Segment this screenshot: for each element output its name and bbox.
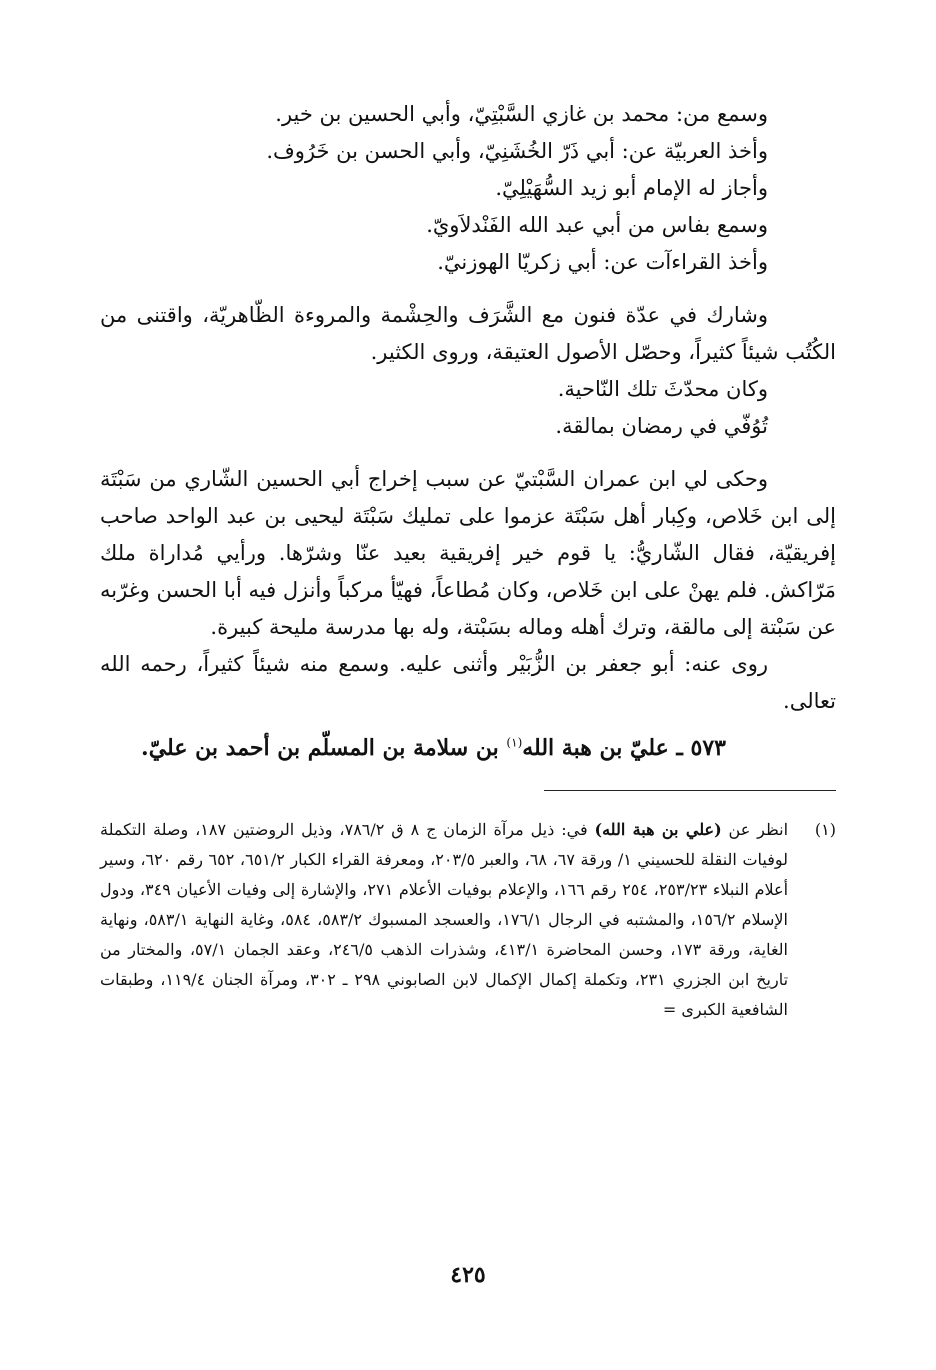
- footnote-text: [100, 815, 788, 1025]
- footnote-subject: (علي بن هبة الله): [594, 820, 722, 839]
- narration-lines-2: [100, 371, 836, 445]
- footnote: [100, 815, 836, 1025]
- text-line: وسمع من: محمد بن غازي السَّبْتِيّ، وأبي الحسين بن خير.: [275, 102, 768, 126]
- text-line: تُوُفّي في رمضان بمالقة.: [555, 414, 768, 438]
- paragraph: وشارك في عدّة فنون مع الشَّرَف والحِشْمة والمروءة الظّاهريّة، واقتنى من الكُتُب شيئاً كثيراً، وحصّل الأصول العتيقة، وروى الكثير.: [100, 303, 836, 364]
- spacer: [100, 445, 836, 461]
- footnote-marker: (١): [814, 820, 836, 839]
- page-body: [100, 96, 836, 1025]
- footnote-reference: (١): [506, 735, 523, 750]
- text-line: وأخذ العربيّة عن: أبي ذَرّ الخُشَنِيّ، وأبي الحسن بن خَرُوف.: [266, 139, 768, 163]
- text-line: وأخذ القراءآت عن: أبي زكريّا الهوزنيّ.: [437, 250, 768, 274]
- page-number: ٤٢٥: [450, 1262, 486, 1288]
- entry-heading: [100, 728, 836, 768]
- text-line: وسمع بفاس من أبي عبد الله الفَنْدلاَويّ.: [426, 213, 768, 237]
- entry-heading-main: ٥٧٣ ـ عليّ بن هبة الله: [522, 735, 726, 761]
- paragraph: روى عنه: أبو جعفر بن الزُّبَيْر وأثنى عليه. وسمع منه شيئاً كثيراً، رحمه الله تعالى.: [100, 652, 836, 713]
- text-line: وكان محدّثَ تلك النّاحية.: [557, 377, 768, 401]
- footnote-separator: [544, 790, 836, 791]
- paragraph: وحكى لي ابن عمران السَّبْتيّ عن سبب إخراج أبي الحسين الشّاري من سَبْتَة إلى ابن خَلاص، وكِبار أهل سَبْتَة عزموا على تمليك سَبْتَة ليحيى بن عبد الواحد صاحب إفريقيّة، فقال الشّاريُّ: يا قوم خير إفريقية بعيد عنّا وشرّها. ورأيي مُداراة ملك مَرّاكش. فلم يهنْ على ابن خَلاص، وكان مُطاعاً، فهيّأ مركباً وأنزل فيه أبا الحسن وغرّبه عن سَبْتة إلى مالقة، وترك أهله وماله بسَبْتة، وله بها مدرسة مليحة كبيرة.: [100, 467, 836, 639]
- footnote-sources: في: ذيل مرآة الزمان ج ٨ ق ٧٨٦/٢، وذيل الروضتين ١٨٧، وصلة التكملة لوفيات النقلة للحسيني ١/ ورقة ٦٧، ٦٨، والعبر ٢٠٣/٥، ومعرفة القراء الكبار ٦٥١/٢، ٦٥٢ رقم ٦٢٠، وسير أعلام النبلاء ٢٥٣/٢٣، ٢٥٤ رقم ١٦٦، والإعلام بوفيات الأعلام ٢٧١، والإشارة إلى وفيات الأعيان ٣٤٩، ودول الإسلام ١٥٦/٢، والمشتبه في الرجال ١٧٦/١، والعسجد المسبوك ٥٨٣/٢، ٥٨٤، وغاية النهاية ٥٨٣/١، ونهاية الغاية، ورقة ١٧٣، وحسن المحاضرة ٤١٣/١، وشذرات الذهب ٢٤٦/٥، وعقد الجمان ٥٧/١، والمختار من تاريخ ابن الجزري ٢٣١، وتكملة إكمال الإكمال لابن الصابوني ٢٩٨ ـ ٣٠٢، ومرآة الجنان ١١٩/٤، وطبقات الشافعية الكبرى =: [100, 820, 789, 1019]
- text-line: وأجاز له الإمام أبو زيد السُّهَيْلِيّ.: [495, 176, 768, 200]
- spacer: [100, 281, 836, 297]
- entry-heading-rest: بن سلامة بن المسلّم بن أحمد بن عليّ.: [141, 735, 507, 761]
- footnote-lead: انظر عن: [721, 820, 789, 839]
- narration-lines-1: [100, 96, 836, 281]
